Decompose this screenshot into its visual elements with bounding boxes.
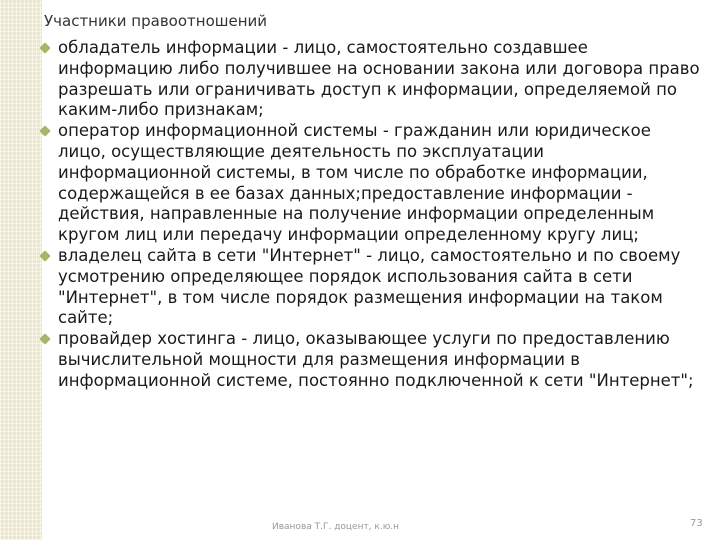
decorative-side-band xyxy=(0,0,42,540)
bullet-item xyxy=(58,38,700,121)
slide-title: Участники правоотношений xyxy=(44,12,268,30)
bullet-text: оператор информационной системы - гражданин или юридическое лицо, осуществляющие деятельность по эксплуатации информационной системы, в том числе по обработке информации, содержащейся в ее базах данных;предоставление информации - действия, направленные на получение информации определенным кругом лиц или передачу информации определенному кругу лиц; xyxy=(58,121,655,245)
bullet-item xyxy=(58,246,700,329)
bullet-text: владелец сайта в сети "Интернет" - лицо, самостоятельно и по своему усмотрению определяющее порядок использования сайта в сети "Интернет", в том числе порядок размещения информации на таком сайте; xyxy=(58,245,681,328)
bullet-list xyxy=(58,38,700,392)
bullet-text: обладатель информации - лицо, самостоятельно создавшее информацию либо получившее на основании закона или договора право разрешать или ограничивать доступ к информации, определяемой по каким-либо признакам; xyxy=(58,38,700,120)
footer-author: Иванова Т.Г. доцент, к.ю.н xyxy=(272,522,400,532)
bullet-text: провайдер хостинга - лицо, оказывающее услуги по предоставлению вычислительной мощности для размещения информации в информационной системе, постоянно подключенной к сети "Интернет"; xyxy=(58,329,694,390)
bullet-item xyxy=(58,121,700,246)
page-number: 73 xyxy=(690,518,703,529)
bullet-item xyxy=(58,329,700,391)
